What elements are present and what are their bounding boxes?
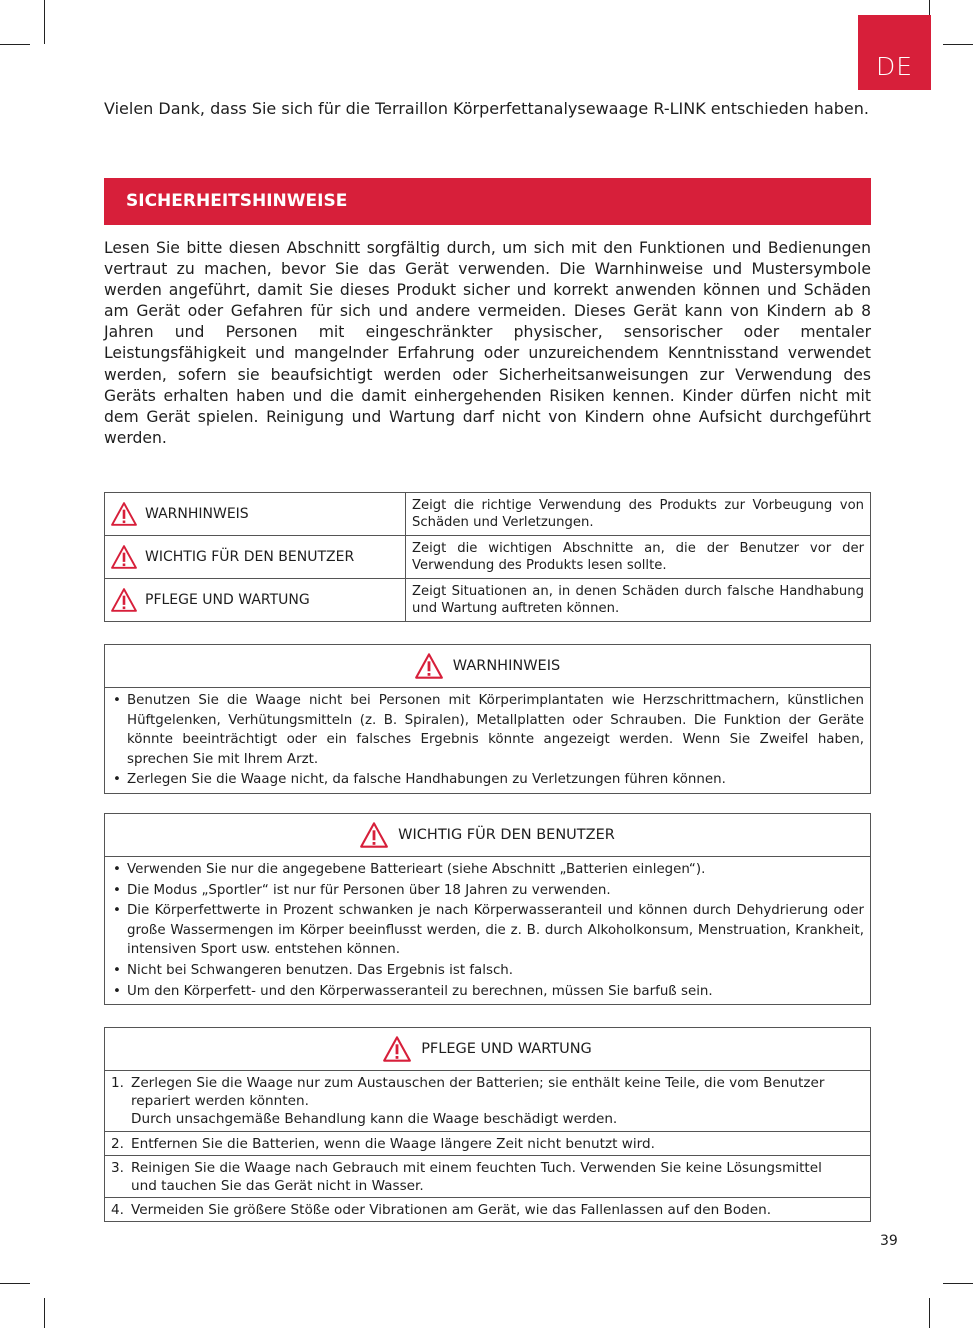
crop-mark [943, 1283, 973, 1284]
care-item-number: 1. [111, 1075, 124, 1091]
care-item-number: 2. [111, 1135, 124, 1152]
crop-mark [0, 44, 30, 45]
crop-mark [929, 1298, 930, 1328]
care-box [104, 1027, 871, 1222]
crop-mark [943, 44, 973, 45]
user-box-header [105, 814, 870, 857]
warning-box-title: WARNHINWEIS [452, 658, 561, 674]
warning-triangle-icon [111, 501, 137, 527]
care-item [105, 1131, 870, 1155]
language-tab: DE [858, 15, 931, 90]
legend-label: WARNHINWEIS [145, 506, 249, 522]
legend-label: PFLEGE UND WARTUNG [145, 592, 310, 608]
crop-mark [44, 0, 45, 44]
list-item: • Verwenden Sie nur die angegebene Batterieart (siehe Abschnitt „Batterien einlegen“). [111, 860, 864, 880]
warning-triangle-icon [360, 821, 388, 849]
list-item: • Nicht bei Schwangeren benutzen. Das Ergebnis ist falsch. [111, 961, 864, 981]
warning-box-header [105, 645, 870, 688]
care-item [105, 1071, 870, 1131]
legend-description: Zeigt die richtige Verwendung des Produkts zur Vorbeugung von Schäden und Verletzungen. [406, 493, 871, 536]
legend-description: Zeigt Situationen an, in denen Schäden durch falsche Handhabung und Wartung auftreten können. [406, 579, 871, 622]
care-item [105, 1155, 870, 1197]
legend-description: Zeigt die wichtigen Abschnitte an, die der Benutzer vor der Verwendung des Produkts lesen sollte. [406, 536, 871, 579]
care-item-text [131, 1074, 851, 1129]
care-box-title: PFLEGE UND WARTUNG [421, 1041, 592, 1057]
care-item [105, 1197, 870, 1221]
care-item-line: Vermeiden Sie größere Stöße oder Vibrationen am Gerät, wie das Fallenlassen auf den Boden. [131, 1202, 772, 1219]
section-title: SICHERHEITSHINWEISE [104, 178, 871, 225]
care-item-number: 4. [111, 1202, 124, 1219]
intro-text: Vielen Dank, dass Sie sich für die Terraillon Körperfettanalysewaage R-LINK entschieden haben. [104, 99, 869, 118]
symbol-legend-table [104, 492, 871, 622]
crop-mark [44, 1298, 45, 1328]
safety-body-text: Lesen Sie bitte diesen Abschnitt sorgfältig durch, um sich mit den Funktionen und Bedienungen vertraut zu machen, bevor Sie das Gerät verwenden. Die Warnhinweise und Mustersymbole werden angeführt, damit Sie dieses Produkt sicher und korrekt anwenden können und Schäden am Gerät oder Gefahren für sich und andere vermeiden. Dieses Gerät kann von Kindern ab 8 Jahren und Personen mit eingeschränkter physischer, sensorischer oder mentaler Leistungsfähigkeit und mangelnder Erfahrung oder unzureichendem Kenntnisstand verwendet werden, sofern sie beaufsichtigt werden oder Sicherheitsanweisungen zur Verwendung des Geräts erhalten haben und die damit einhergehenden Risiken kennen. Kinder dürfen nicht mit dem Gerät spielen. Reinigung und Wartung darf nicht von Kindern ohne Aufsicht durchgeführt werden. [104, 239, 871, 447]
care-item-line: Reinigen Sie die Waage nach Gebrauch mit einem feuchten Tuch. Verwenden Sie keine Lösungsmittel und tauchen Sie das Gerät nicht in Wasser. [131, 1159, 822, 1195]
care-item-line: Entfernen Sie die Batterien, wenn die Waage längere Zeit nicht benutzt wird. [131, 1135, 655, 1152]
legend-label: WICHTIG FÜR DEN BENUTZER [145, 549, 355, 565]
care-item-text [131, 1135, 851, 1153]
care-item-number: 3. [111, 1159, 124, 1176]
list-item: • Benutzen Sie die Waage nicht bei Personen mit Körperimplantaten wie Herzschrittmachern, künstlichen Hüftgelenken, Verhütungsmitteln (z. B. Spiralen), Metallplatten oder Schrauben. Die Funktion der Geräte könnte beeinträchtigt oder ein falsches Ergebnis könnte angezeigt werden. Wenn Sie Zweifel haben, sprechen Sie mit Ihrem Arzt. [111, 691, 864, 769]
warning-triangle-icon [111, 544, 137, 570]
list-item: • Um den Körperfett- und den Körperwasseranteil zu berechnen, müssen Sie barfuß sein. [111, 982, 864, 1002]
care-item-text [131, 1201, 851, 1219]
care-item-line: Durch unsachgemäße Behandlung kann die Waage beschädigt werden. [131, 1111, 618, 1128]
page-number: 39 [880, 1233, 898, 1249]
user-info-list [105, 857, 870, 1004]
list-item: • Die Körperfettwerte in Prozent schwanken je nach Körperwasseranteil und können durch Dehydrierung oder große Wassermengen im Körper beeinflusst werden, die z. B. durch Alkoholkonsum, Menstruation, Krankheit, intensiven Sport usw. entstehen können. [111, 901, 864, 960]
warning-box [104, 644, 871, 794]
warning-triangle-icon [415, 652, 443, 680]
care-item-line: Zerlegen Sie die Waage nur zum Austauschen der Batterien; sie enthält keine Teile, die vom Benutzer repariert werden könnten. [131, 1075, 825, 1110]
legend-label-cell [105, 579, 406, 622]
warning-list [105, 688, 870, 793]
crop-mark [0, 1283, 30, 1284]
legend-label-cell [105, 536, 406, 579]
warning-triangle-icon [383, 1035, 411, 1063]
legend-label-cell [105, 493, 406, 536]
list-item: • Zerlegen Sie die Waage nicht, da falsche Handhabungen zu Verletzungen führen können. [111, 770, 864, 790]
care-item-text [131, 1159, 851, 1195]
list-item: • Die Modus „Sportler“ ist nur für Personen über 18 Jahren zu verwenden. [111, 881, 864, 901]
legend-row [105, 493, 871, 536]
user-box-title: WICHTIG FÜR DEN BENUTZER [398, 827, 615, 843]
care-box-header [105, 1028, 870, 1071]
user-info-box [104, 813, 871, 1005]
legend-row [105, 536, 871, 579]
warning-triangle-icon [111, 587, 137, 613]
legend-row [105, 579, 871, 622]
